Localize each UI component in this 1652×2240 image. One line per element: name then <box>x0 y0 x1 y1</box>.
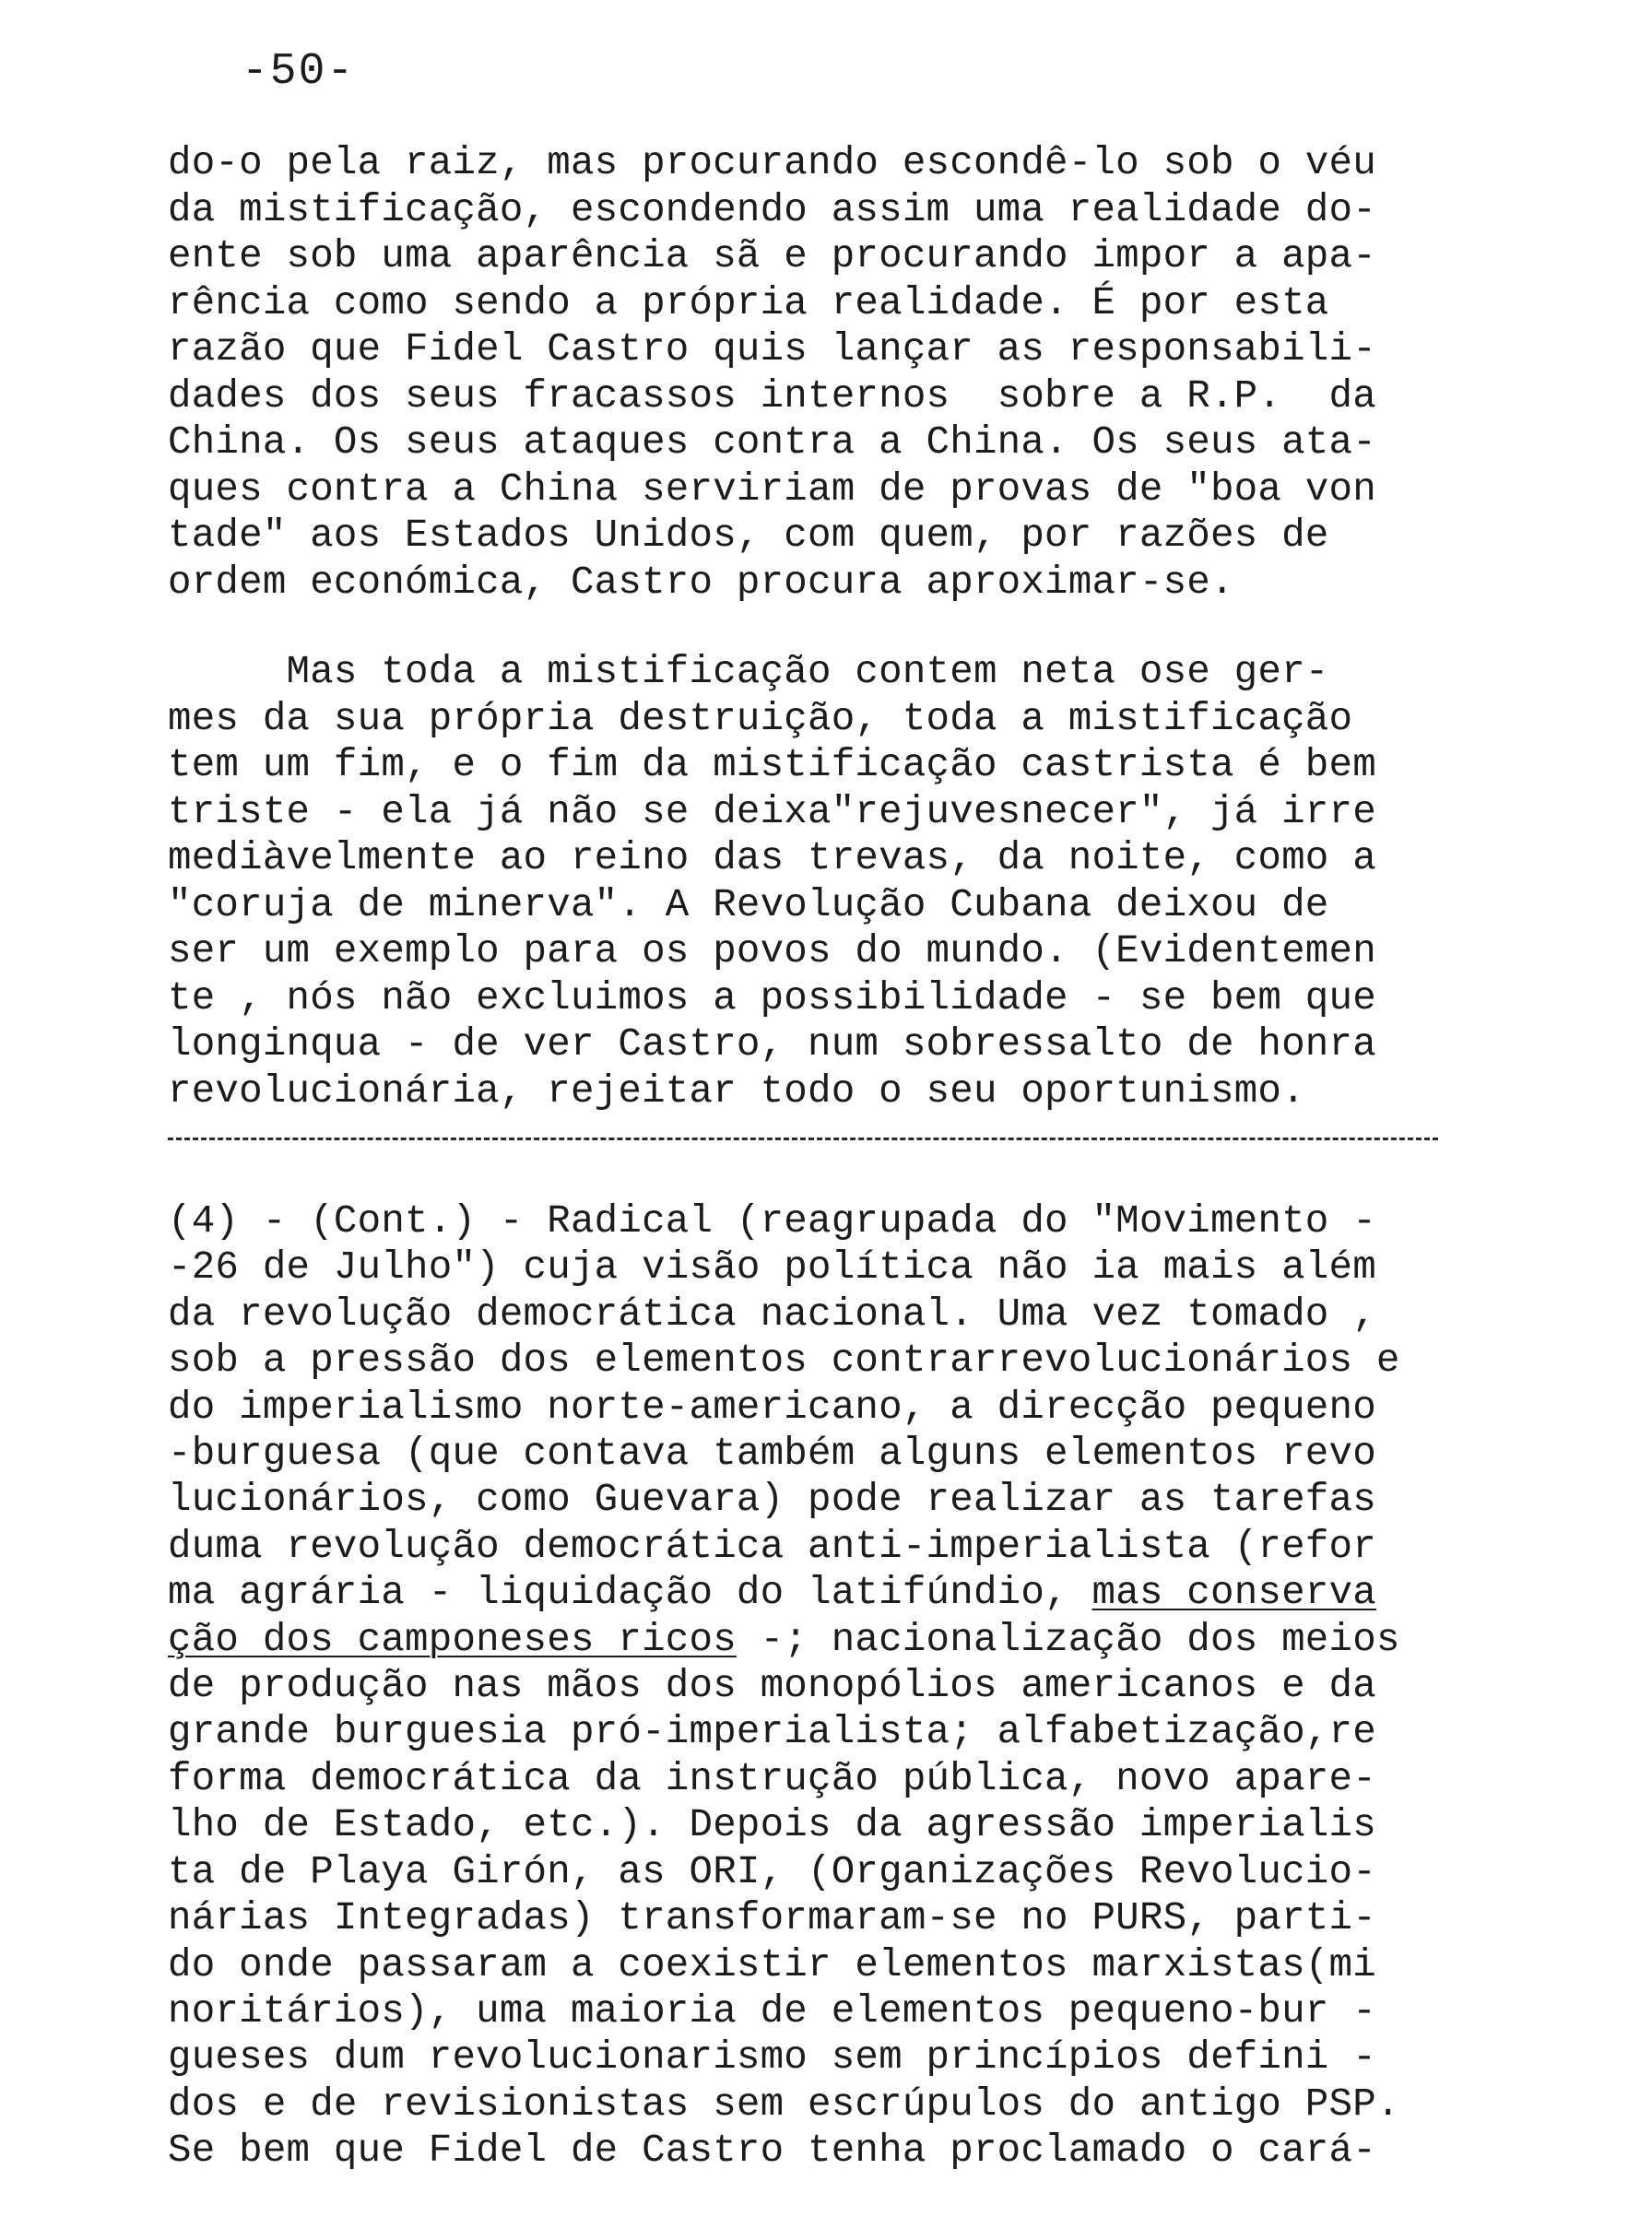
text-line: China. Os seus ataques contra a China. Os seus ata- <box>168 420 1376 465</box>
footnote-line: forma democrática da instrução pública, novo apare- <box>168 1756 1376 1801</box>
text-line: tem um fim, e o fim da mistificação castrista é bem <box>168 743 1376 787</box>
text-line: triste - ela já não se deixa"rejuvesnecer", já irre <box>168 789 1376 834</box>
text-line: dades dos seus fracassos internos sobre a R.P. da <box>168 373 1376 419</box>
footnote-line: noritários), uma maioria de elementos pequeno-bur - <box>168 1988 1376 2034</box>
footnote-line <box>168 1617 1458 1663</box>
footnote-line: de produção nas mãos dos monopólios americanos e da <box>168 1664 1376 1709</box>
text-line: ser um exemplo para os povos do mundo. (Evidentemen <box>168 929 1376 973</box>
text-line: mediàvelmente ao reino das trevas, da noite, como a <box>168 836 1376 880</box>
footnote-line: lho de Estado, etc.). Depois da agressão imperialis <box>168 1803 1376 1848</box>
footnote-4 <box>168 1198 1458 2175</box>
footnote-line: gueses dum revolucionarismo sem princípios defini - <box>168 2035 1376 2081</box>
footnote-line: grande burguesia pró-imperialista; alfabetização,re <box>168 1710 1376 1755</box>
footnote-line: do imperialismo norte-americano, a direcção pequeno <box>168 1385 1376 1430</box>
text-line: ques contra a China serviriam de provas de "boa von <box>168 466 1376 512</box>
footnote-line: (4) - (Cont.) - Radical (reagrupada do "Movimento - <box>168 1199 1376 1244</box>
footnote-line: -burguesa (que contava também alguns elementos revo <box>168 1432 1376 1477</box>
text-line: ordem económica, Castro procura aproximar-se. <box>168 560 1234 605</box>
text-line: revolucionária, rejeitar todo o seu oportunismo. <box>168 1068 1305 1114</box>
footnote-line: da revolução democrática nacional. Uma vez tomado , <box>168 1291 1376 1337</box>
footnote-line: duma revolução democrática anti-imperialista (refor <box>168 1524 1376 1569</box>
text-line: te , nós não excluimos a possibilidade - se bem que <box>168 975 1376 1020</box>
separator-rule <box>168 1138 1438 1140</box>
footnote-line-text: ma agrária - liquidação do latifúndio, <box>168 1571 1092 1616</box>
paragraph-2 <box>168 649 1458 1114</box>
footnote-line: sob a pressão dos elementos contrarrevolucionários e <box>168 1338 1400 1384</box>
footnote-line: do onde passaram a coexistir elementos marxistas(mi <box>168 1942 1376 1987</box>
text-line: da mistificação, escondendo assim uma realidade do- <box>168 187 1376 232</box>
text-line: "coruja de minerva". A Revolução Cubana deixou de <box>168 882 1329 927</box>
footnote-line <box>168 1570 1458 1616</box>
text-line: razão que Fidel Castro quis lançar as responsabili- <box>168 327 1376 371</box>
footnote-line-text: -; nacionalização dos meios <box>736 1617 1400 1662</box>
footnote-line: -26 de Julho") cuja visão política não ia mais além <box>168 1245 1376 1291</box>
text-line: longinqua - de ver Castro, num sobressalto de honra <box>168 1022 1376 1067</box>
footnote-line: nárias Integradas) transformaram-se no PURS, parti- <box>168 1896 1376 1941</box>
text-line: tade" aos Estados Unidos, com quem, por razões de <box>168 513 1329 558</box>
text-line: rência como sendo a própria realidade. É por esta <box>168 280 1329 325</box>
underlined-text: mas conserva <box>1092 1571 1376 1616</box>
underlined-text: ção dos camponeses ricos <box>168 1617 737 1662</box>
footnote-line: ta de Playa Girón, as ORI, (Organizações Revolucio- <box>168 1849 1376 1894</box>
footnote-line: Se bem que Fidel de Castro tenha proclamado o cará- <box>168 2128 1376 2174</box>
text-line: mes da sua própria destruição, toda a mistificação <box>168 696 1353 741</box>
paragraph-1 <box>168 140 1458 606</box>
footnote-line: lucionários, como Guevara) pode realizar as tarefas <box>168 1478 1376 1523</box>
page-number: -50- <box>242 47 356 97</box>
footnote-line: dos e de revisionistas sem escrúpulos do antigo PSP. <box>168 2081 1400 2127</box>
text-line: do-o pela raiz, mas procurando escondê-lo sob o véu <box>168 141 1376 185</box>
text-line: Mas toda a mistificação contem neta ose ger- <box>168 650 1329 694</box>
text-line: ente sob uma aparência sã e procurando impor a apa- <box>168 234 1376 278</box>
